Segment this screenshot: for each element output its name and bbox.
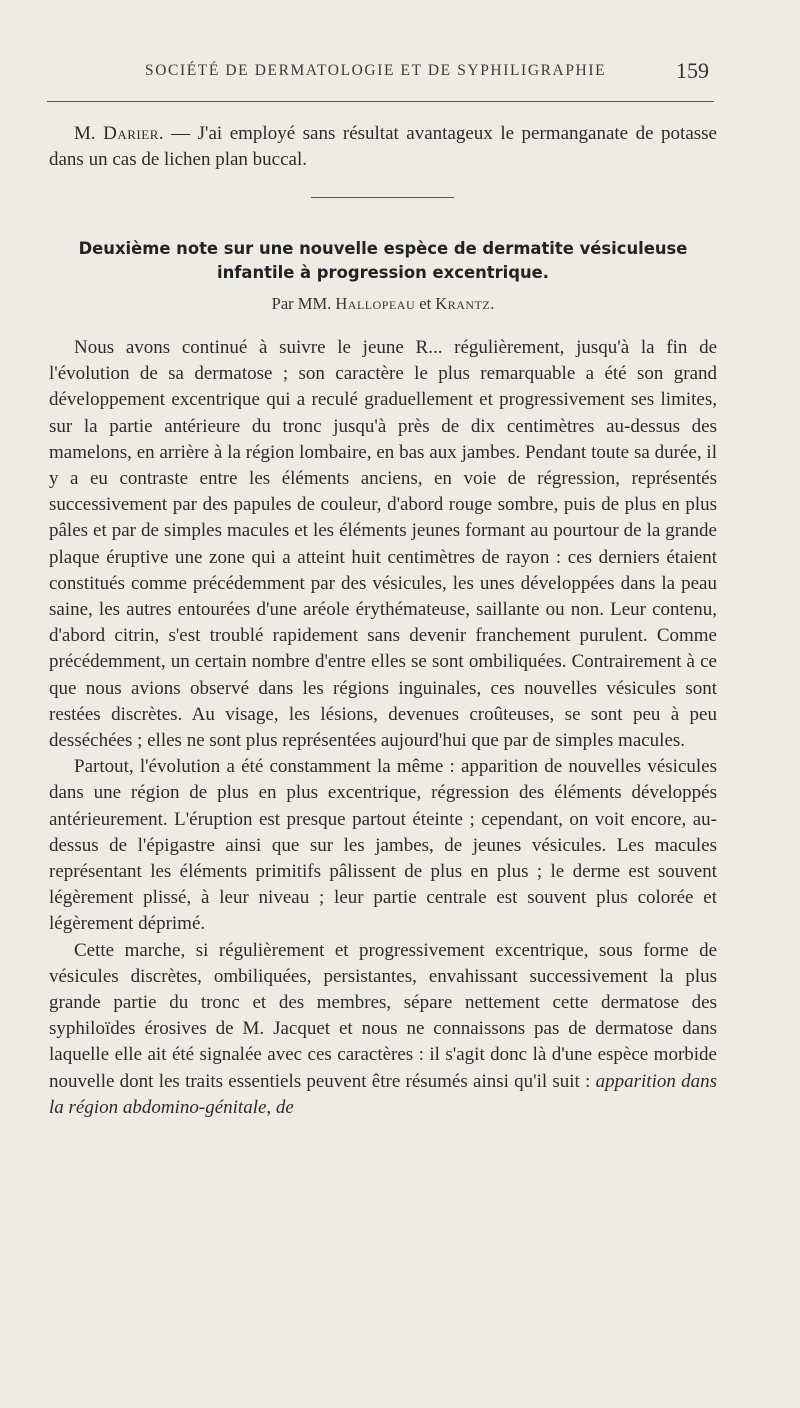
remark-text: . — J'ai employé sans résultat avantageux le permanganate de potasse dans un cas de lichen plan buccal.: [49, 123, 717, 171]
article-title: Deuxième note sur une nouvelle espèce de dermatite vésiculeuse infantile à progression excentrique.: [78, 239, 688, 282]
article-body: [49, 335, 717, 1121]
authors-suffix: .: [490, 294, 495, 313]
speaker-prefix: M.: [74, 123, 104, 144]
running-head: SOCIÉTÉ DE DERMATOLOGIE ET DE SYPHILIGRAPHIE: [145, 62, 607, 79]
header-rule: [47, 101, 714, 102]
authors-and: et: [415, 294, 436, 313]
page-number: 159: [676, 58, 709, 83]
body-paragraph: Partout, l'évolution a été constamment la même : apparition de nouvelles vésicules dans une région de plus en plus excentrique, régression des éléments développés antérieurement. L'éruption est presque partout éteinte ; cependant, on voit encore, au-dessus de l'épigastre ainsi que sur les jambes, de jeunes vésicules. Les macules représentant les éléments primitifs pâlissent de plus en plus ; le derme est souvent légèrement plissé, à leur niveau ; leur partie centrale est souvent plus colorée et légèrement déprimé.: [49, 756, 717, 935]
section-separator: [311, 197, 454, 198]
darier-paragraph: [49, 121, 717, 173]
author-hallopeau: Hallopeau: [335, 294, 416, 313]
authors-line: [49, 294, 717, 314]
authors-prefix: Par MM.: [271, 294, 336, 313]
italic-phrase: apparition dans la région abdomino-génitale, de: [49, 1070, 718, 1118]
author-krantz: Krantz: [435, 294, 491, 313]
body-paragraph: [49, 938, 717, 1121]
speaker-name: Darier: [103, 123, 159, 144]
darier-remark: [49, 121, 717, 173]
body-paragraph: Nous avons continué à suivre le jeune R... régulièrement, jusqu'à la fin de l'évolution de sa dermatose ; son caractère le plus remarquable a été son grand développement excentrique qui a reculé graduellement et progressivement ses limites, sur la partie antérieure du tronc jusqu'à près de dix centimètres au-dessus des mamelons, en arrière à la région lombaire, en bas aux jambes. Pendant toute sa durée, il y a eu contraste entre les éléments anciens, en voie de régression, représentés successivement par des papules de couleur, d'abord rouge sombre, puis de plus en plus pâles et par de simples macules et les éléments jeunes formant au pourtour de la grande plaque éruptive une zone qui a atteint huit centimètres de rayon : ces derniers étaient constitués comme précédemment par des vésicules, les unes développées dans la peau saine, les autres entourées d'une aréole érythémateuse, saillante ou non. Leur contenu, d'abord citrin, s'est troublé rapidement sans devenir franchement purulent. Comme précédemment, un certain nombre d'entre elles se sont ombiliquées. Contrairement à ce que nous avions observé dans les régions inguinales, ces nouvelles vésicules sont restées discrètes. Au visage, les lésions, devenues croûteuses, se sont peu à peu desséchées ; elles ne sont plus représentées aujourd'hui que par de simples macules.: [49, 337, 717, 752]
last-paragraph-text: Cette marche, si régulièrement et progressivement excentrique, sous forme de vésicules discrètes, ombiliquées, persistantes, envahissant successivement la plus grande partie du tronc et des membres, sépare nettement cette dermatose des syphiloïdes érosives de M. Jacquet et nous ne connaissons pas de dermatose dans laquelle elle ait été signalée avec ces caractères : il s'agit donc là d'une espèce morbide nouvelle dont les traits essentiels peuvent être résumés ainsi qu'il suit :: [49, 939, 717, 1092]
